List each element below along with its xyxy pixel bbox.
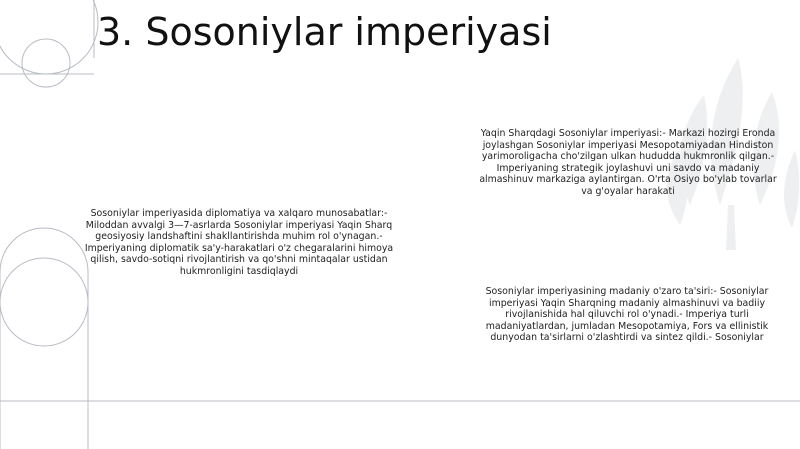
top-small-circle (22, 39, 70, 87)
paragraph-cultural-interaction: Sosoniylar imperiyasining madaniy o'zaro ta'siri:- Sosoniylar imperiyasi Yaqin Sharqning madaniy almashinuvi va badiiy rivojlanishida hal qiluvchi rol o'ynadi.- Imperiya turli madaniyatlardan, jumladan Mesopotamiya, Fors va ellinistik dunyodan ta'sirlarni o'zlashtirdi va sintez qildi.- Sosoniylar (485, 286, 769, 344)
slide-title: 3. Sosoniylar imperiyasi (97, 10, 552, 54)
top-large-circle (0, 0, 98, 74)
paragraph-near-east: Yaqin Sharqdagi Sosoniylar imperiyasi:- Markazi hozirgi Eronda joylashgan Sosoniylar imperiyasi Mesopotamiyadan Hindiston yarimoroligacha cho'zilgan ulkan hududda hukmronlik qilgan.- Imperiyaning strategik joylashuvi uni savdo va madaniy almashinuv markaziga aylantirgan. O'rta Osiyo bo'ylab tovarlar va g'oyalar harakati (479, 128, 777, 197)
paragraph-diplomacy: Sosoniylar imperiyasida diplomatiya va xalqaro munosabatlar:- Miloddan avvalgi 3—7-asrlarda Sosoniylar imperiyasi Yaqin Sharq geosiyosiy landshaftini shakllantirishda muhim rol o'ynagan.- Imperiyaning diplomatik sa'y-harakatlari o'z chegaralarini himoya qilish, savdo-sotiqni rivojlantirish va qo'shni mintaqalar ustidan hukmronligini tasdiqlaydi (84, 208, 394, 277)
mid-arch (0, 228, 88, 272)
lower-circle (0, 258, 88, 346)
